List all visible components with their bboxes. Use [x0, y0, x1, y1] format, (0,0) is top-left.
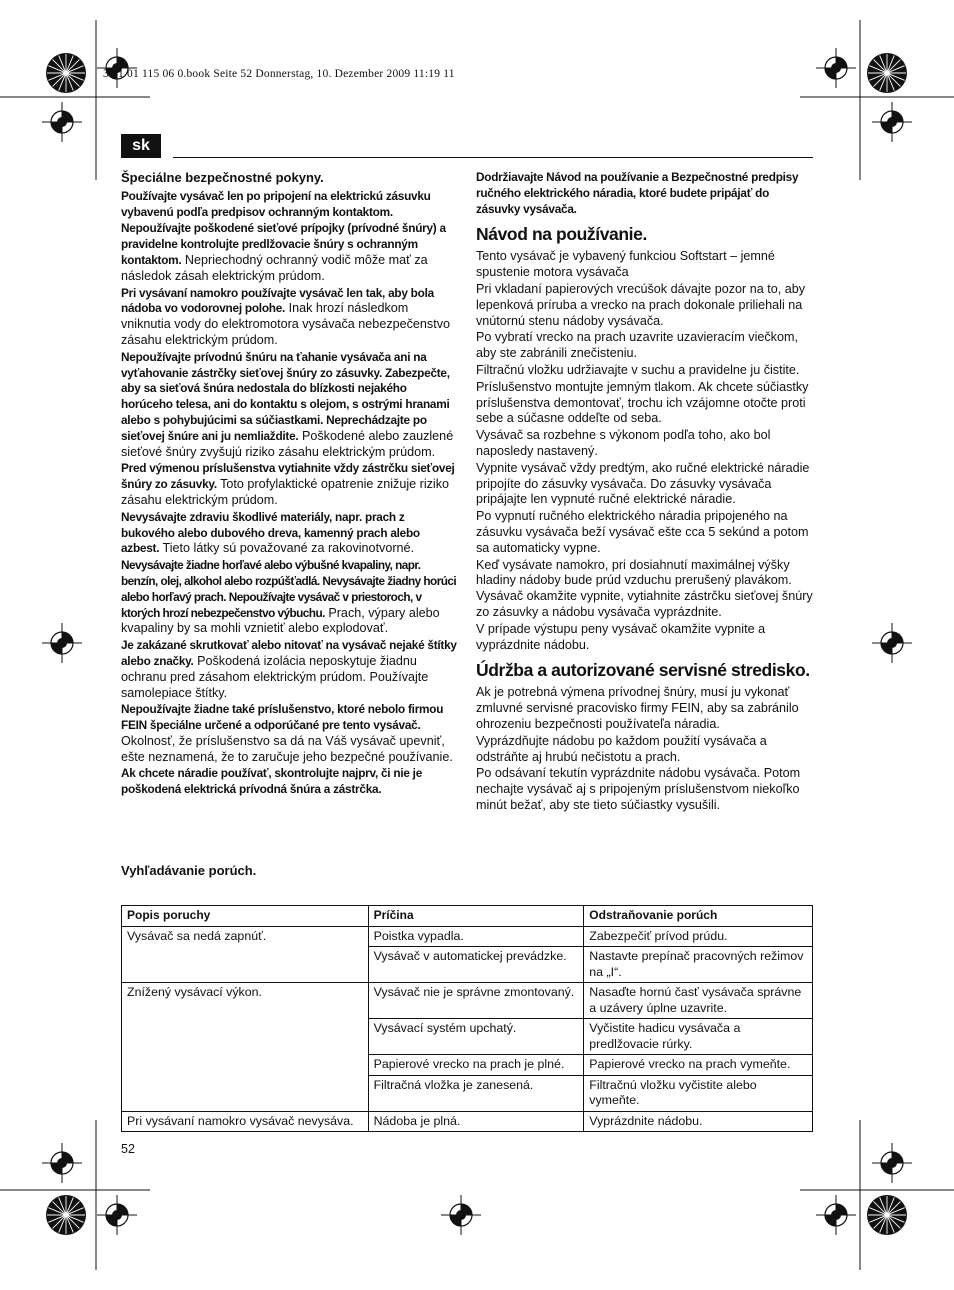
table-header-row: [122, 906, 813, 927]
cause-cell: Vysávací systém upchatý.: [368, 1019, 584, 1055]
problem-cell: Pri vysávaní namokro vysávač nevysáva.: [122, 1111, 369, 1132]
problem-cell: Znížený vysávací výkon.: [122, 983, 369, 1112]
fix-cell: Nastavte prepínač pracovných režimov na „I“.: [584, 947, 813, 983]
safety-p1: Používajte vysávač len po pripojení na elektrickú zásuvku vybavenú podľa predpisov ochranným kontaktom.: [121, 188, 431, 219]
language-tag: sk: [121, 134, 161, 158]
col-header-problem: Popis poruchy: [122, 906, 369, 927]
safety-p8: Je zakázané skrutkovať alebo nitovať na vysávač nejaké štítky alebo značky. Poškodená izolácia neposkytuje žiadnu ochranu pred zásahom elektrickým prúdom. Používajte samolepiace štítky.: [121, 638, 457, 700]
safety-p5: Pred výmenou príslušenstva vytiahnite vždy zástrčku sieťovej šnúry zo zásuvky. Toto profylaktické opatrenie znižuje riziko zásahu elektrickým prúdom.: [121, 461, 455, 507]
cause-cell: Vysávač nie je správne zmontovaný.: [368, 983, 584, 1019]
col-header-fix: Odstraňovanie porúch: [584, 906, 813, 927]
service-heading: Údržba a autorizované servisné stredisko.: [476, 660, 810, 681]
cause-cell: Vysávač v automatickej prevádzke.: [368, 947, 584, 983]
troubleshoot-title: Vyhľadávanie porúch.: [121, 863, 257, 878]
service-p1: Ak je potrebná výmena prívodnej šnúry, musí ju vykonať zmluvné servisné pracovisko firmy FEIN, aby sa zabránilo ohrozeniu bezpečnosti používateľa náradia.: [476, 685, 799, 731]
cause-cell: Nádoba je plná.: [368, 1111, 584, 1132]
usage-p7: Vypnite vysávač vždy predtým, ako ručné elektrické náradie pripojíte do zásuvky vysávača. Do zásuvky vysávača pripájajte len vypnuté ručné elektrické náradie.: [476, 460, 810, 507]
fix-cell: Vyčistite hadicu vysávača a predlžovacie rúrky.: [584, 1019, 813, 1055]
fix-cell: Zabezpečiť prívod prúdu.: [584, 926, 813, 947]
file-info-line: 3 41 01 115 06 0.book Seite 52 Donnerstag, 10. Dezember 2009 11:19 11: [103, 68, 455, 80]
safety-p2: Nepoužívajte poškodené sieťové prípojky (prívodné šnúry) a pravidelne kontrolujte predlžovacie šnúry s ochranným kontaktom. Nepriechodný ochranný vodič môže mať za následok zásah elektrickým prúdom.: [121, 221, 446, 283]
fix-cell: Filtračnú vložku vyčistite alebo vymeňte.: [584, 1075, 813, 1111]
fix-cell: Vyprázdnite nádobu.: [584, 1111, 813, 1132]
header-rule: [173, 157, 813, 158]
usage-p10: V prípade výstupu peny vysávač okamžite vypnite a vyprázdnite nádobu.: [476, 621, 766, 652]
safety-column: [121, 170, 457, 799]
usage-heading: Návod na používanie.: [476, 224, 647, 245]
safety-p7: Nevysávajte žiadne horľavé alebo výbušné kvapaliny, napr. benzín, olej, alkohol alebo rozpúšťadlá. Nevysávajte žiadny horúci alebo horľavý prach. Nepoužívajte vysávač v priestoroch, v ktorých hrozí nebezpečenstvo výbuchu. Prach, výpary alebo kvapaliny by sa mohli vznietiť alebo explodovať.: [121, 558, 457, 636]
usage-p5: Príslušenstvo montujte jemným tlakom. Ak chcete súčiastky príslušenstva demontovať, trochu ich vzájomne otočte proti sebe a súčasne oddeľte od seba.: [476, 379, 809, 426]
safety-p10: Ak chcete náradie používať, skontrolujte najprv, či nie je poškodená elektrická prívodná šnúra a zástrčka.: [121, 766, 423, 797]
cause-cell: Poistka vypadla.: [368, 926, 584, 947]
problem-cell: Vysávač sa nedá zapnúť.: [122, 926, 369, 983]
usage-p3: Po vybratí vrecko na prach uzavrite uzavieracím viečkom, aby ste zabránili znečisteniu.: [476, 330, 798, 361]
safety-title: Špeciálne bezpečnostné pokyny.: [121, 170, 324, 185]
cause-cell: Filtračná vložka je zanesená.: [368, 1075, 584, 1111]
intro-note: Dodržiavajte Návod na používanie a Bezpečnostné predpisy ručného elektrického náradia, ktoré budete pripájať do zásuvky vysávača.: [476, 170, 799, 216]
usage-p2: Pri vkladaní papierových vrecúšok dávajte pozor na to, aby lepenková príruba a vrecko na prach dokonale priliehali na vnútornú stenu nádoby vysávača.: [476, 281, 806, 328]
fix-cell: Papierové vrecko na prach vymeňte.: [584, 1055, 813, 1076]
usage-p6: Vysávač sa rozbehne s výkonom podľa toho, ako bol naposledy nastavený.: [476, 428, 771, 458]
safety-p9: Nepoužívajte žiadne také príslušenstvo, ktoré nebolo firmou FEIN špeciálne určené a odporúčané pre tento vysávač. Okolnosť, že príslušenstvo sa dá na Váš vysávač upevniť, ešte neznamená, že to zaručuje jeho bezpečné používanie.: [121, 702, 453, 764]
table-row: [122, 926, 813, 947]
safety-p3: Pri vysávaní namokro používajte vysávač len tak, aby bola nádoba vo vodorovnej polohe. Inak hrozí následkom vniknutia vody do elektromotora vysávača nebezpečenstvo zásahu elektrickým prúdom.: [121, 285, 451, 347]
safety-p6: Nevysávajte zdraviu škodlivé materiály, napr. prach z bukového alebo dubového dreva, kamenný prach alebo azbest. Tieto látky sú považované za rakovinotvorné.: [121, 509, 420, 556]
page-number: 52: [121, 1142, 135, 1156]
usage-p8: Po vypnutí ručného elektrického náradia pripojeného na zásuvku vysávača beží vysávač ešte cca 5 sekúnd a potom sa automaticky vypne.: [476, 509, 809, 555]
service-p2: Vyprázdňujte nádobu po každom použití vysávača a odstráňte aj hrubú nečistotu a prach.: [476, 733, 767, 764]
cause-cell: Papierové vrecko na prach je plné.: [368, 1055, 584, 1076]
usage-p4: Filtračnú vložku udržiavajte v suchu a pravidelne ju čistite.: [476, 362, 800, 377]
table-row: [122, 1111, 813, 1132]
service-p3: Po odsávaní tekutín vyprázdnite nádobu vysávača. Potom nechajte vysávač aj s pripojeným príslušenstvom niekoľko minút bežať, aby ste tieto súčiastky vysušili.: [476, 766, 801, 812]
safety-p4: Nepoužívajte prívodnú šnúru na ťahanie vysávača ani na vyťahovanie zástrčky sieťovej šnúry zo zásuvky. Zabezpečte, aby sa sieťová šnúra nedostala do blízkosti nejakého horúceho telesa, ani do kontaktu s olejom, s ostrými hranami alebo s pohybujúcimi sa súčiastkami. Neprechádzajte po sieťovej šnúre ani ju nemliaždite. Poškodené alebo zauzlené sieťové šnúry zvyšujú riziko zásahu elektrickým prúdom.: [121, 349, 454, 459]
fix-cell: Nasaďte hornú časť vysávača správne a uzávery úplne uzavrite.: [584, 983, 813, 1019]
table-row: [122, 983, 813, 1019]
instructions-column: [476, 170, 813, 815]
troubleshoot-table: [121, 905, 813, 1132]
usage-p9: Keď vysávate namokro, pri dosiahnutí maximálnej výšky hladiny nádoby bude prúd vzduchu prerušený plavákom. Vysávač okamžite vypnite, vytiahnite zástrčku sieťovej šnúry zo zásuvky a nádobu vysávača vyprázdnite.: [476, 557, 813, 619]
col-header-cause: Príčina: [368, 906, 584, 927]
usage-p1: Tento vysávač je vybavený funkciou Softstart – jemné spustenie motora vysávača: [476, 249, 775, 280]
